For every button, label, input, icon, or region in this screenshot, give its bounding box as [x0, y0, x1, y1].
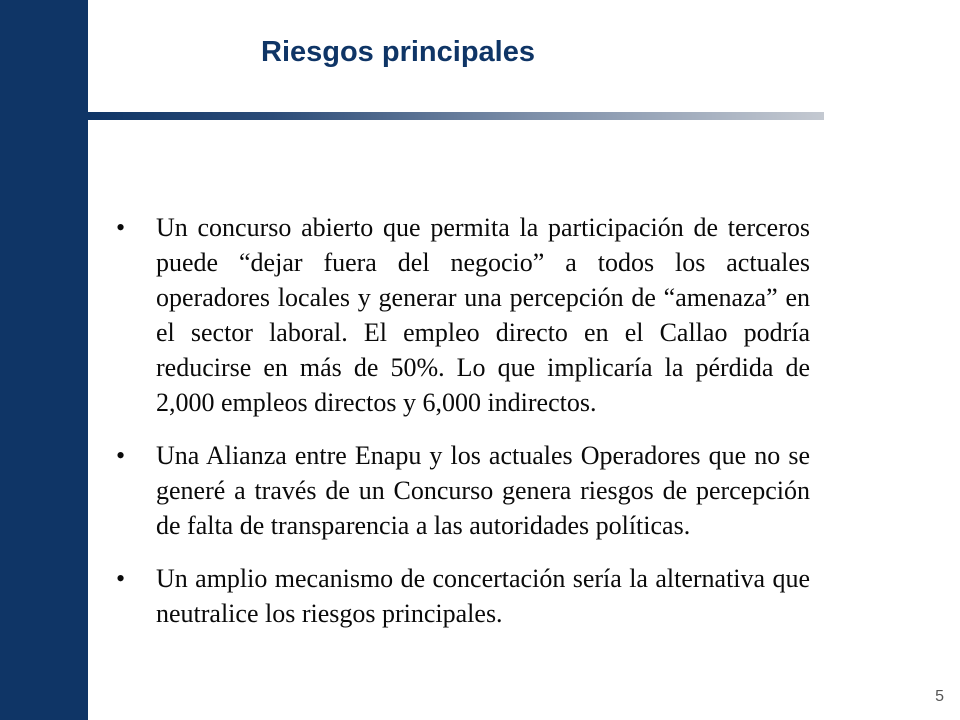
bullet-item-open-tender-risk [108, 210, 810, 420]
bullet-marker: • [116, 441, 126, 470]
left-accent-bar [0, 0, 88, 720]
bullet-marker: • [116, 564, 126, 593]
bullet-item-concertation-mechanism [108, 561, 810, 631]
page-number: 5 [935, 688, 944, 705]
bullet-item-alliance-risk [108, 438, 810, 543]
bullet-text: Un concurso abierto que permita la participación de terceros puede “dejar fuera del negocio” a todos los actuales operadores locales y generar una percepción de “amenaza” en el sector laboral. El empleo directo en el Callao podría reducirse en más de 50%. Lo que implicaría la pérdida de 2,000 empleos directos y 6,000 indirectos. [156, 213, 810, 417]
bullet-list [108, 210, 810, 649]
bullet-marker: • [116, 213, 126, 242]
bullet-text: Un amplio mecanismo de concertación sería la alternativa que neutralice los riesgos principales. [156, 564, 810, 628]
title-underline-rule [88, 112, 824, 120]
bullet-text: Una Alianza entre Enapu y los actuales Operadores que no se generé a través de un Concurso genera riesgos de percepción de falta de transparencia a las autoridades políticas. [156, 441, 810, 540]
slide-title: Riesgos principales [261, 36, 535, 68]
